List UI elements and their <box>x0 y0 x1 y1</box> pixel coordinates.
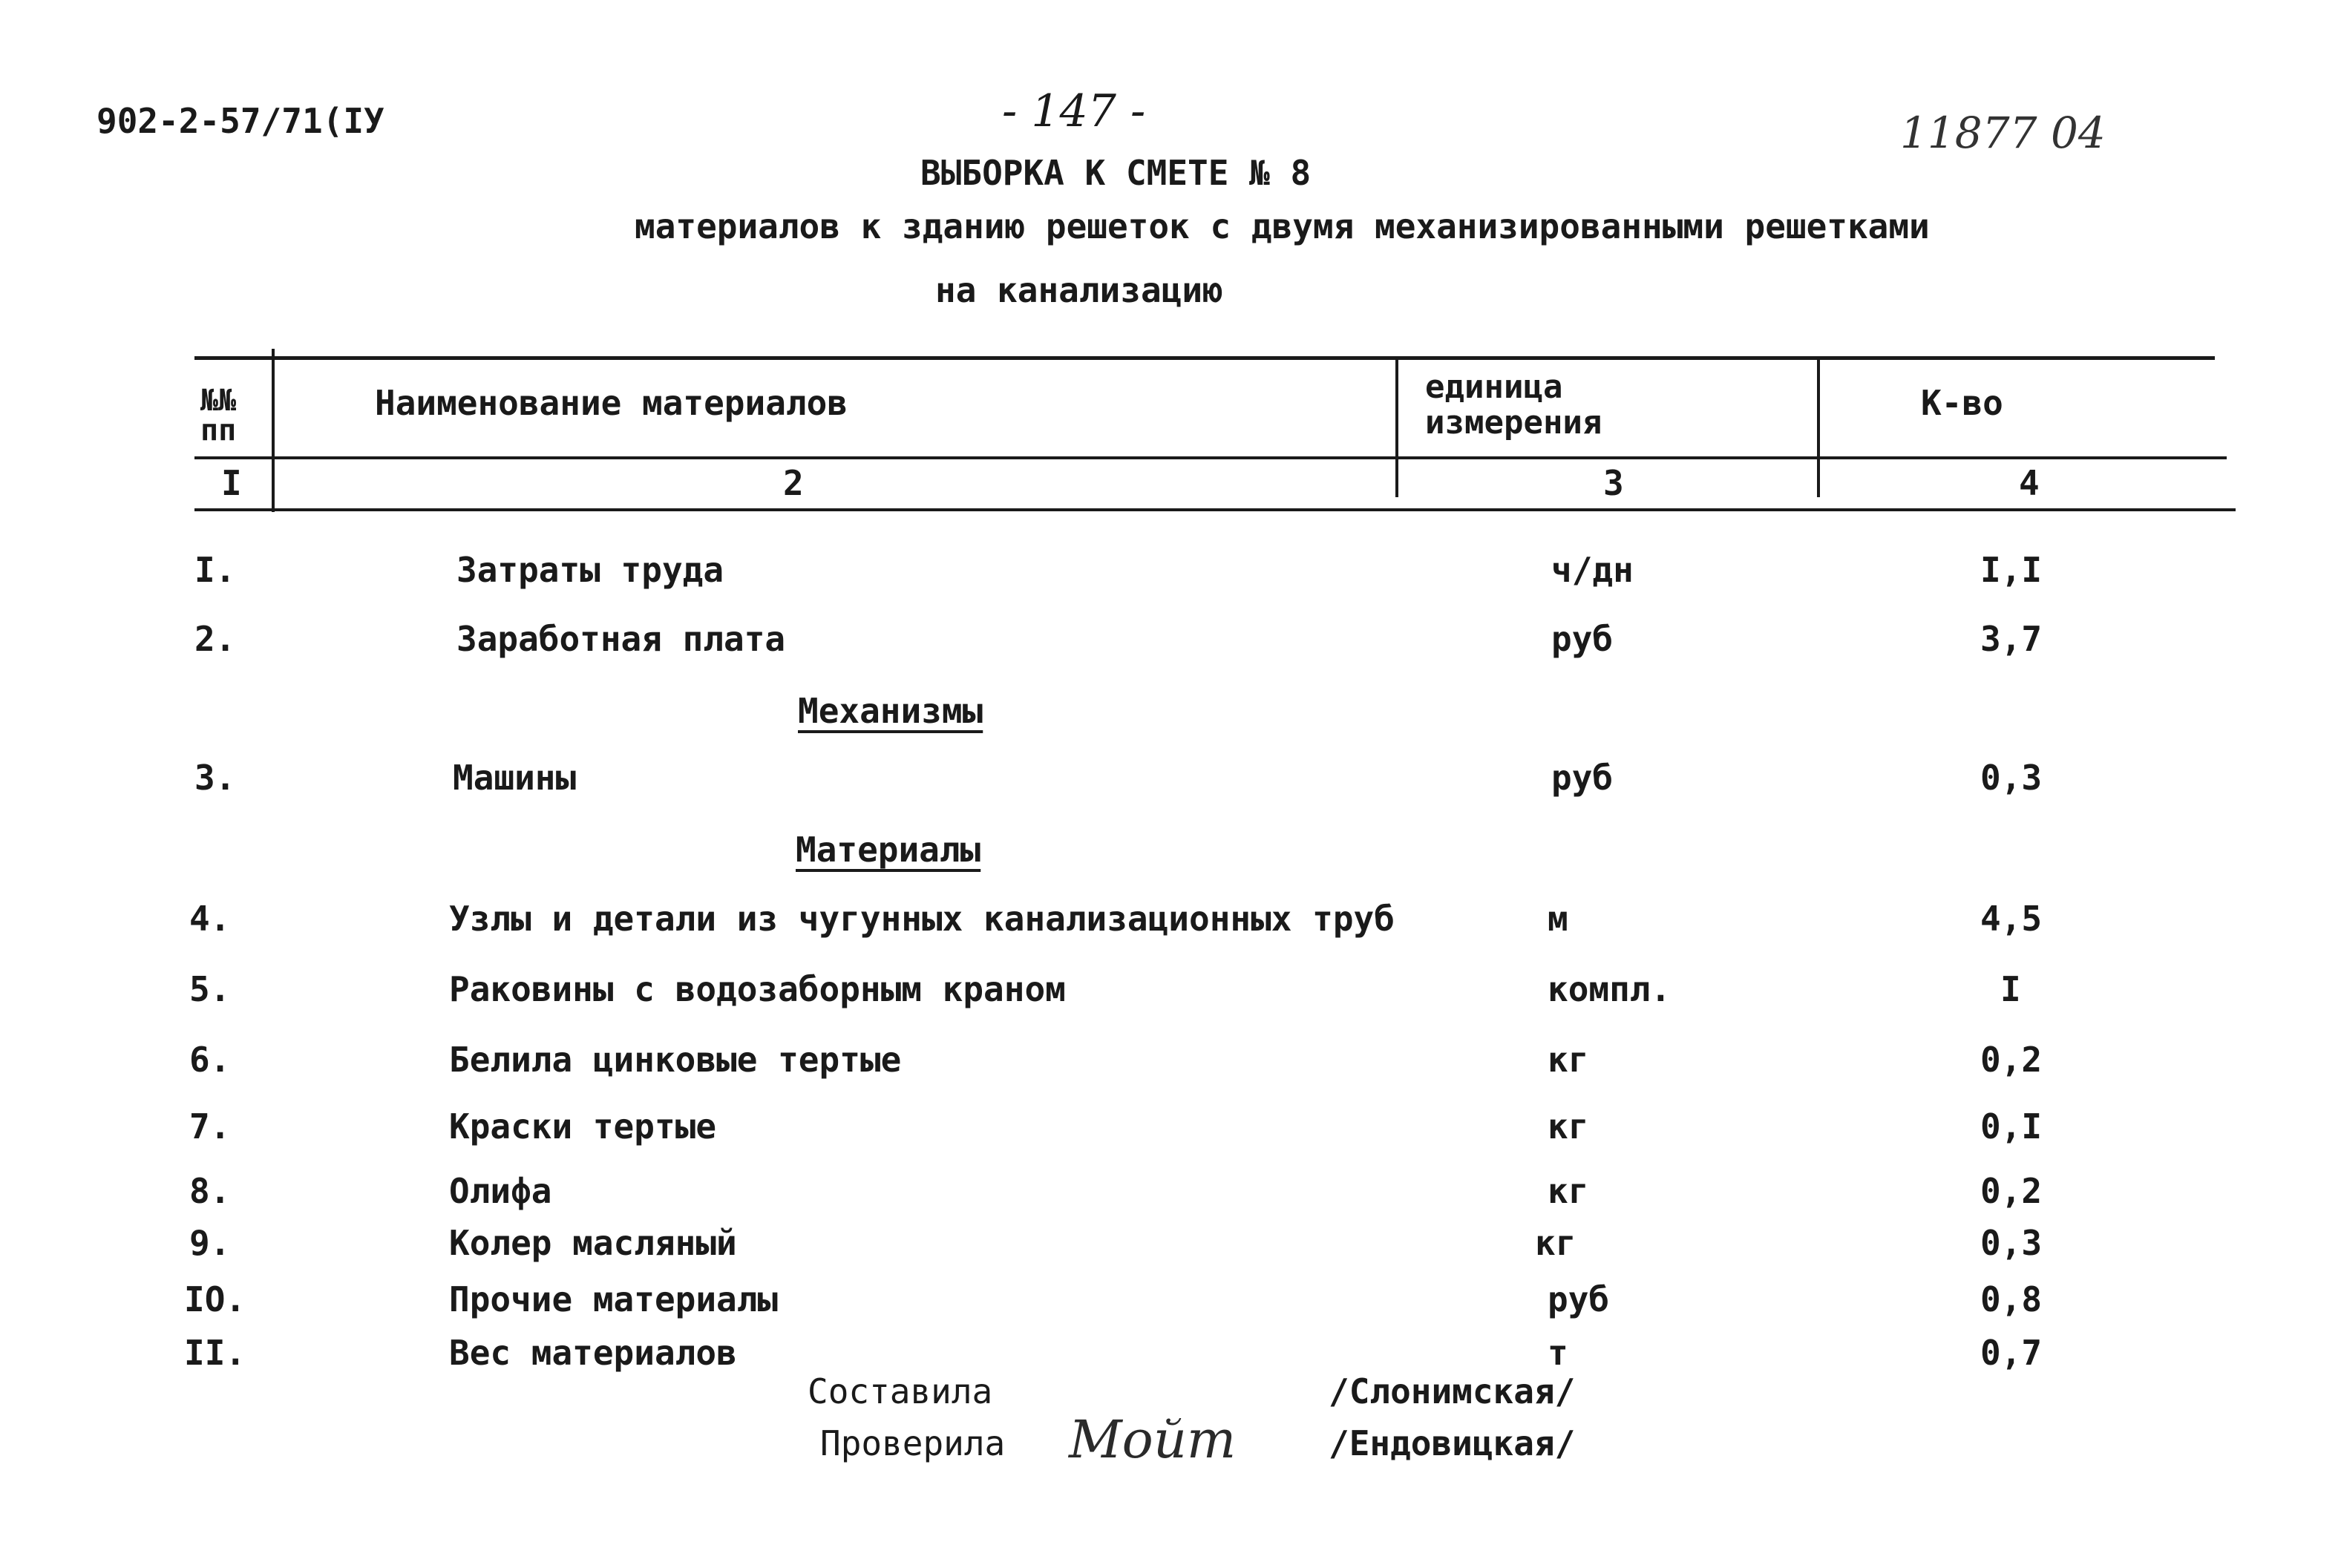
handwritten-signature: Мойт <box>1069 1409 1237 1470</box>
row-number: IO. <box>184 1279 246 1319</box>
row-unit: кг <box>1535 1223 1577 1263</box>
header-unit-line1: единица <box>1425 368 1563 406</box>
column-number: 4 <box>2019 463 2040 503</box>
row-quantity: 0,2 <box>1980 1171 2043 1211</box>
row-quantity: 0,8 <box>1980 1279 2043 1319</box>
row-quantity: 0,3 <box>1980 1223 2043 1263</box>
row-material-name: Затраты труда <box>456 550 724 590</box>
column-number: I <box>221 463 242 503</box>
row-quantity: 0,3 <box>1980 758 2043 798</box>
row-quantity: 0,I <box>1980 1106 2043 1147</box>
row-number: 2. <box>194 619 236 659</box>
compiled-by-name: /Слонимская/ <box>1329 1371 1576 1411</box>
row-unit: кг <box>1548 1106 1589 1147</box>
row-number: 9. <box>189 1223 231 1263</box>
document-subtitle: материалов к зданию решеток с двумя механизированными решетками <box>635 206 1930 246</box>
header-num-line1: №№ <box>200 384 237 418</box>
row-material-name: Олифа <box>449 1171 552 1211</box>
row-number: 8. <box>189 1171 231 1211</box>
row-quantity: 0,7 <box>1980 1333 2043 1373</box>
row-material-name: Раковины с водозаборным краном <box>449 969 1066 1009</box>
row-material-name: Колер масляный <box>449 1223 737 1263</box>
checked-by-label: Проверила <box>820 1423 1006 1463</box>
header-name: Наименование материалов <box>375 383 848 423</box>
row-unit: руб <box>1551 619 1614 659</box>
row-material-name: Вес материалов <box>449 1333 737 1373</box>
row-unit: т <box>1548 1333 1568 1373</box>
row-unit: кг <box>1548 1171 1589 1211</box>
row-material-name: Узлы и детали из чугунных канализационных труб <box>449 899 1395 939</box>
row-material-name: Прочие материалы <box>449 1279 779 1319</box>
row-material-name: Краски тертые <box>449 1106 717 1147</box>
row-unit: м <box>1548 899 1568 939</box>
row-material-name: Машины <box>453 758 577 798</box>
archive-number: 11877 04 <box>1900 108 2106 158</box>
column-number: 2 <box>783 463 804 503</box>
checked-by-name: /Ендовицкая/ <box>1329 1423 1576 1463</box>
document-code: 902-2-57/71(IУ <box>96 101 384 141</box>
row-material-name: Белила цинковые тертые <box>449 1040 902 1080</box>
row-material-name: Заработная плата <box>456 619 786 659</box>
row-unit: компл. <box>1548 969 1672 1009</box>
page-number: - 147 - <box>1002 85 1146 137</box>
row-number: II. <box>184 1333 246 1373</box>
row-quantity: I,I <box>1980 550 2043 590</box>
document-title: ВЫБОРКА К СМЕТЕ № 8 <box>920 153 1312 193</box>
row-quantity: 3,7 <box>1980 619 2043 659</box>
row-unit: руб <box>1548 1279 1610 1319</box>
row-quantity: 0,2 <box>1980 1040 2043 1080</box>
row-quantity: I <box>2000 969 2021 1009</box>
row-number: 6. <box>189 1040 231 1080</box>
row-unit: кг <box>1548 1040 1589 1080</box>
row-number: 7. <box>189 1106 231 1147</box>
document-subtitle-line2: на канализацию <box>935 270 1223 310</box>
row-unit: ч/дн <box>1551 550 1634 590</box>
section-heading-materials: Материалы <box>796 830 981 870</box>
header-qty: К-во <box>1921 383 2003 423</box>
compiled-by-label: Составила <box>808 1371 993 1411</box>
row-number: 5. <box>189 969 231 1009</box>
row-number: I. <box>194 550 236 590</box>
section-heading-mechanisms: Механизмы <box>798 691 983 731</box>
header-unit-line2: измерения <box>1425 404 1602 442</box>
column-number: 3 <box>1603 463 1624 503</box>
row-number: 3. <box>194 758 236 798</box>
header-num-line2: пп <box>200 413 237 447</box>
row-quantity: 4,5 <box>1980 899 2043 939</box>
row-unit: руб <box>1551 758 1614 798</box>
row-number: 4. <box>189 899 231 939</box>
